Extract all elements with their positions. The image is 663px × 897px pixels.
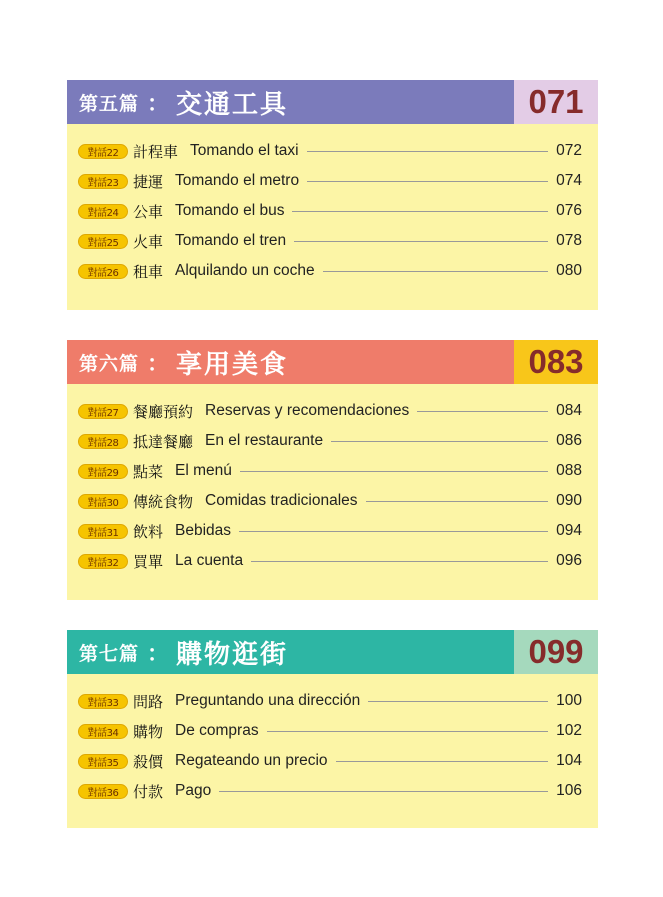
- entry-title-zh: 公車: [133, 202, 164, 221]
- section-page-number: 071: [514, 80, 598, 124]
- entry-title-zh: 購物: [133, 722, 164, 741]
- entry-title-es: En el restaurante: [205, 432, 324, 449]
- entry-title-es: Tomando el bus: [175, 202, 285, 219]
- toc-entry[interactable]: [67, 746, 598, 776]
- entry-page-number: 104: [556, 752, 582, 769]
- section-title: [67, 630, 514, 674]
- entry-title-es: La cuenta: [175, 552, 244, 569]
- dot-leader: [267, 731, 549, 732]
- toc-entry[interactable]: [67, 516, 598, 546]
- title-colon: ：: [147, 351, 171, 377]
- toc-list: [67, 674, 598, 806]
- entry-title-es: Alquilando un coche: [175, 262, 315, 279]
- section-header: [67, 630, 598, 674]
- dot-leader: [417, 411, 548, 412]
- part-name: 享用美食: [176, 349, 289, 380]
- entry-page-number: 096: [556, 552, 582, 569]
- entry-page-number: 076: [556, 202, 582, 219]
- dialogue-badge: 對話28: [78, 434, 128, 449]
- dot-leader: [331, 441, 548, 442]
- toc-entry[interactable]: [67, 716, 598, 746]
- entry-title-zh: 捷運: [133, 172, 164, 191]
- dot-leader: [294, 241, 548, 242]
- section-page-number: 099: [514, 630, 598, 674]
- dialogue-badge: 對話34: [78, 724, 128, 739]
- dialogue-badge: 對話24: [78, 204, 128, 219]
- toc-entry[interactable]: [67, 546, 598, 576]
- part-label: 第六篇: [79, 352, 140, 375]
- part-label: 第七篇: [79, 642, 140, 665]
- entry-page-number: 088: [556, 462, 582, 479]
- dot-leader: [336, 761, 549, 762]
- dot-leader: [219, 791, 548, 792]
- entry-title-es: Pago: [175, 782, 212, 799]
- dialogue-badge: 對話27: [78, 404, 128, 419]
- toc-entry[interactable]: [67, 136, 598, 166]
- dialogue-badge: 對話30: [78, 494, 128, 509]
- toc-section-part-6: [67, 340, 598, 600]
- entry-title-es: Bebidas: [175, 522, 232, 539]
- section-page-number: 083: [514, 340, 598, 384]
- part-label: 第五篇: [79, 92, 140, 115]
- entry-title-zh: 付款: [133, 782, 164, 801]
- entry-page-number: 086: [556, 432, 582, 449]
- entry-title-es: Tomando el tren: [175, 232, 287, 249]
- entry-title-es: De compras: [175, 722, 259, 739]
- section-header: [67, 340, 598, 384]
- toc-entry[interactable]: [67, 426, 598, 456]
- entry-title-zh: 買單: [133, 552, 164, 571]
- toc-entry[interactable]: [67, 396, 598, 426]
- entry-title-zh: 飲料: [133, 522, 164, 541]
- entry-title-es: Tomando el taxi: [190, 142, 299, 159]
- dot-leader: [323, 271, 549, 272]
- dot-leader: [307, 151, 549, 152]
- toc-entry[interactable]: [67, 256, 598, 286]
- section-header: [67, 80, 598, 124]
- dot-leader: [366, 501, 549, 502]
- dot-leader: [368, 701, 548, 702]
- part-name: 購物逛街: [176, 639, 289, 670]
- dialogue-badge: 對話25: [78, 234, 128, 249]
- entry-page-number: 100: [556, 692, 582, 709]
- toc-entry[interactable]: [67, 196, 598, 226]
- toc-entry[interactable]: [67, 456, 598, 486]
- dialogue-badge: 對話29: [78, 464, 128, 479]
- dialogue-badge: 對話35: [78, 754, 128, 769]
- entry-title-zh: 租車: [133, 262, 164, 281]
- entry-title-es: Tomando el metro: [175, 172, 300, 189]
- entry-page-number: 078: [556, 232, 582, 249]
- dialogue-badge: 對話23: [78, 174, 128, 189]
- toc-entry[interactable]: [67, 226, 598, 256]
- entry-title-zh: 殺價: [133, 752, 164, 771]
- dialogue-badge: 對話33: [78, 694, 128, 709]
- dot-leader: [240, 471, 548, 472]
- entry-page-number: 074: [556, 172, 582, 189]
- entry-title-es: El menú: [175, 462, 232, 479]
- entry-title-zh: 傳統食物: [133, 492, 194, 511]
- dot-leader: [251, 561, 548, 562]
- entry-page-number: 080: [556, 262, 582, 279]
- entry-page-number: 102: [556, 722, 582, 739]
- entry-title-es: Comidas tradicionales: [205, 492, 358, 509]
- dot-leader: [239, 531, 548, 532]
- part-name: 交通工具: [176, 89, 289, 120]
- entry-page-number: 072: [556, 142, 582, 159]
- entry-page-number: 106: [556, 782, 582, 799]
- toc-list: [67, 384, 598, 576]
- dialogue-badge: 對話22: [78, 144, 128, 159]
- entry-title-zh: 抵達餐廳: [133, 432, 194, 451]
- entry-title-zh: 問路: [133, 692, 164, 711]
- title-colon: ：: [147, 641, 171, 667]
- entry-page-number: 084: [556, 402, 582, 419]
- title-colon: ：: [147, 91, 171, 117]
- toc-entry[interactable]: [67, 776, 598, 806]
- dialogue-badge: 對話26: [78, 264, 128, 279]
- toc-list: [67, 124, 598, 286]
- dialogue-badge: 對話32: [78, 554, 128, 569]
- entry-page-number: 094: [556, 522, 582, 539]
- entry-page-number: 090: [556, 492, 582, 509]
- entry-title-zh: 點菜: [133, 462, 164, 481]
- entry-title-zh: 計程車: [133, 142, 179, 161]
- entry-title-zh: 火車: [133, 232, 164, 251]
- section-title: [67, 80, 514, 124]
- toc-entry[interactable]: [67, 486, 598, 516]
- dot-leader: [307, 181, 548, 182]
- dialogue-badge: 對話36: [78, 784, 128, 799]
- toc-section-part-5: [67, 80, 598, 310]
- entry-title-es: Preguntando una dirección: [175, 692, 361, 709]
- dot-leader: [292, 211, 548, 212]
- entry-title-es: Reservas y recomendaciones: [205, 402, 410, 419]
- toc-entry[interactable]: [67, 166, 598, 196]
- toc-section-part-7: [67, 630, 598, 828]
- toc-entry[interactable]: [67, 686, 598, 716]
- dialogue-badge: 對話31: [78, 524, 128, 539]
- entry-title-zh: 餐廳預約: [133, 402, 194, 421]
- entry-title-es: Regateando un precio: [175, 752, 328, 769]
- section-title: [67, 340, 514, 384]
